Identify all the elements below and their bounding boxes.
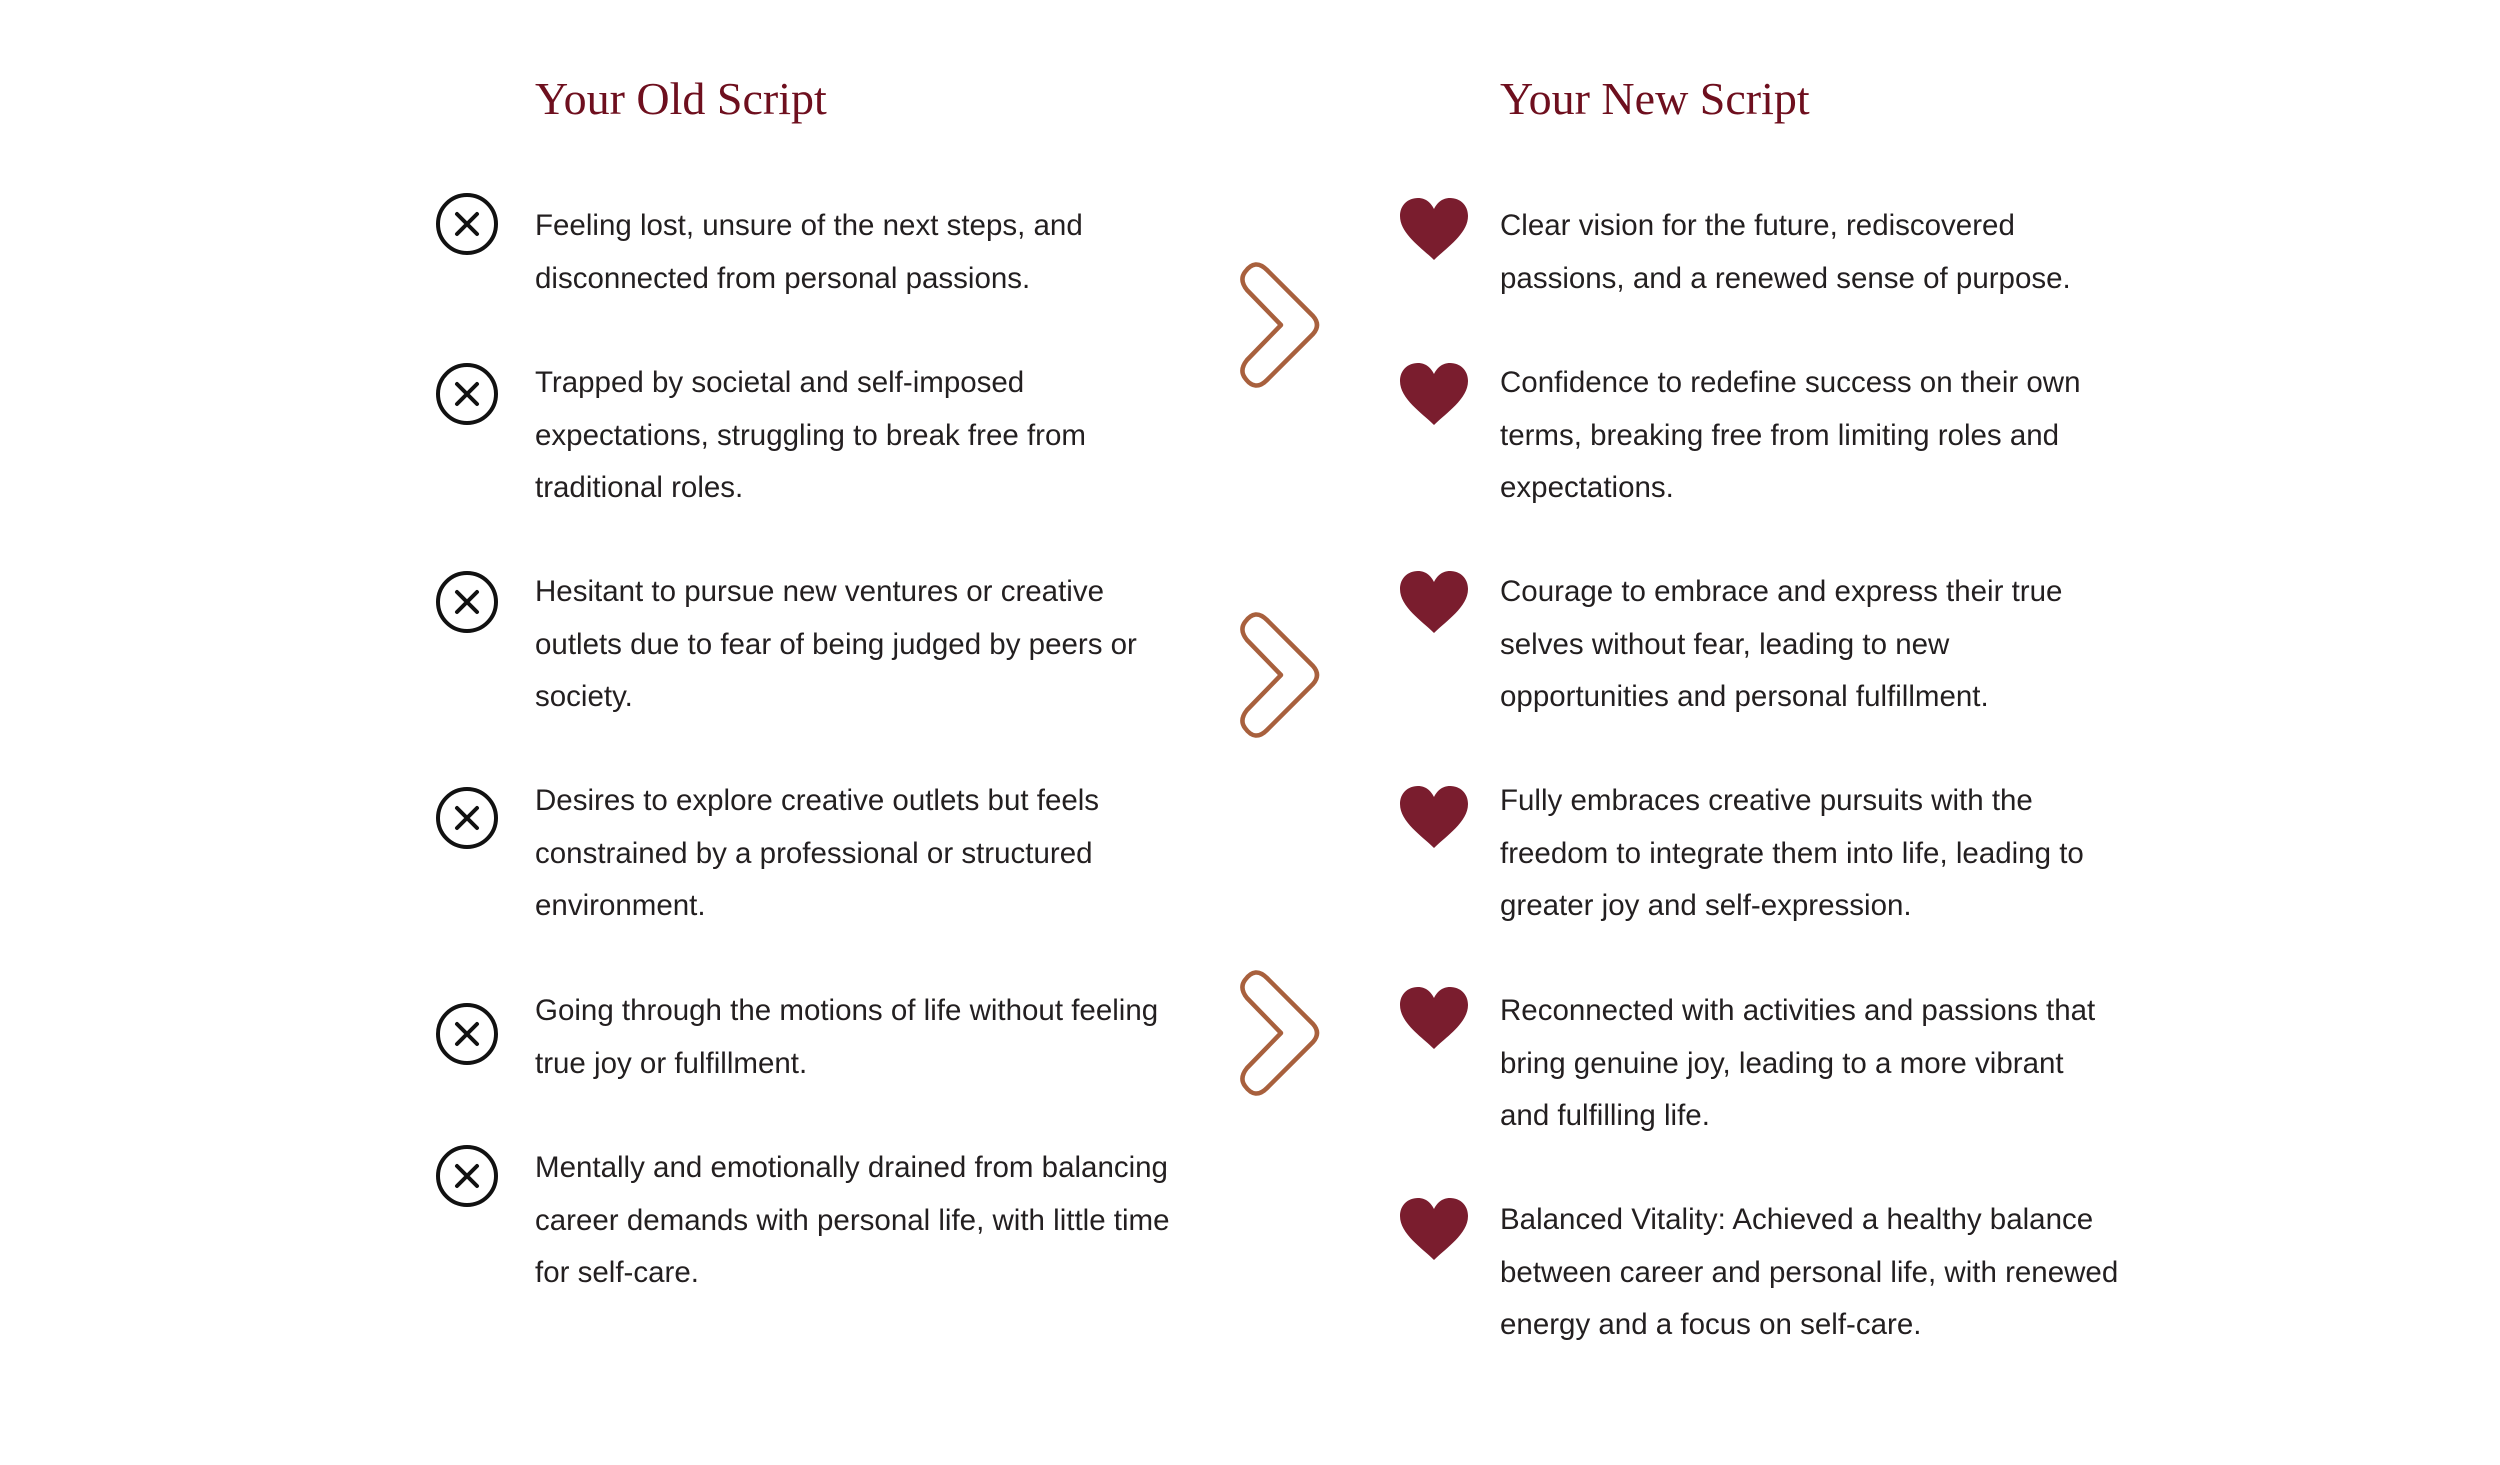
old-script-item-text: Mentally and emotionally drained from balancing career demands with personal life, with little time for self-care. — [535, 1151, 1170, 1289]
heart-icon — [1398, 569, 1470, 635]
chevron-right-icon — [1233, 258, 1323, 393]
heart-icon — [1398, 1196, 1470, 1262]
old-script-item-text: Going through the motions of life without feeling true joy or fulfillment. — [535, 994, 1159, 1080]
chevron-right-icon — [1233, 608, 1323, 743]
heart-icon — [1398, 985, 1470, 1051]
chevron-right-icon — [1233, 966, 1323, 1101]
x-circle-icon — [435, 192, 499, 256]
new-script-item-text: Balanced Vitality: Achieved a healthy balance between career and personal life, with renewed energy and a focus on self-care. — [1500, 1203, 2119, 1341]
x-circle-icon — [435, 362, 499, 426]
old-script-item-text: Feeling lost, unsure of the next steps, and disconnected from personal passions. — [535, 209, 1083, 295]
old-script-item-text: Hesitant to pursue new ventures or creative outlets due to fear of being judged by peers or society. — [535, 575, 1137, 713]
heart-icon — [1398, 784, 1470, 850]
old-script-item-text: Desires to explore creative outlets but feels constrained by a professional or structured environment. — [535, 784, 1100, 922]
new-script-item-text: Courage to embrace and express their true selves without fear, leading to new opportunities and personal fulfillment. — [1500, 575, 2063, 713]
new-script-item-text: Fully embraces creative pursuits with the freedom to integrate them into life, leading to greater joy and self-expression. — [1500, 784, 2084, 922]
heart-icon — [1398, 196, 1470, 262]
heart-icon — [1398, 361, 1470, 427]
x-circle-icon — [435, 570, 499, 634]
new-script-title: Your New Script — [1500, 73, 1810, 124]
x-circle-icon — [435, 786, 499, 850]
new-script-item-text: Reconnected with activities and passions that bring genuine joy, leading to a more vibrant and fulfilling life. — [1500, 994, 2096, 1132]
x-circle-icon — [435, 1002, 499, 1066]
old-script-title: Your Old Script — [535, 73, 827, 124]
old-script-item-text: Trapped by societal and self-imposed expectations, struggling to break free from traditional roles. — [535, 366, 1086, 504]
new-script-item-text: Confidence to redefine success on their own terms, breaking free from limiting roles and expectations. — [1500, 366, 2081, 504]
new-script-item-text: Clear vision for the future, rediscovered passions, and a renewed sense of purpose. — [1500, 209, 2071, 295]
x-circle-icon — [435, 1144, 499, 1208]
